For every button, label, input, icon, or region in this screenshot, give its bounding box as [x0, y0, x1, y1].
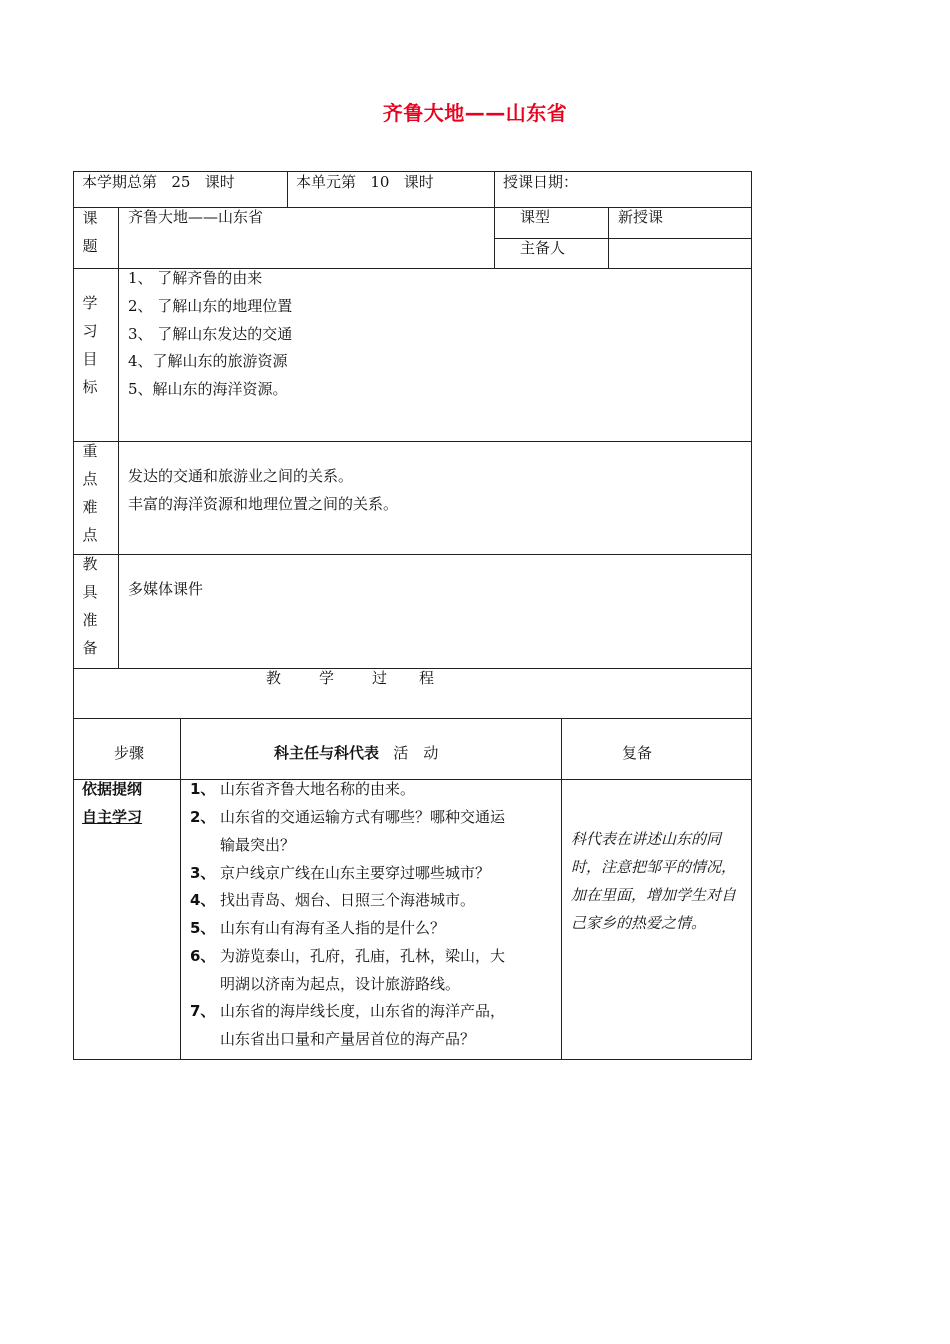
keypoints-label-char: 点 — [82, 526, 98, 544]
key-point: 发达的交通和旅游业之间的关系。 — [128, 467, 354, 485]
total-prefix: 本学期总第 — [82, 173, 158, 191]
key-point: 丰富的海洋资源和地理位置之间的关系。 — [128, 495, 399, 513]
keypoints-label-char: 重 — [82, 442, 98, 460]
question-item: 6、 为游览泰山，孔府，孔庙，孔林，梁山，大 — [190, 947, 506, 965]
question-item-cont: 明湖以济南为起点，设计旅游路线。 — [220, 975, 461, 993]
question-item: 3、 京户线京广线在山东主要穿过哪些城市？ — [190, 864, 491, 882]
process-heading-char: 学 — [319, 669, 335, 687]
question-item-cont: 输最突出？ — [220, 836, 296, 854]
goals-label-char: 标 — [82, 378, 98, 396]
question-item: 5、 山东有山有海有圣人指的是什么？ — [190, 919, 446, 937]
step-name-line1: 依据提纲 — [82, 780, 143, 798]
col-step-header: 步骤 — [114, 744, 145, 762]
question-item: 2、 山东省的交通运输方式有哪些？哪种交通运 — [190, 808, 506, 826]
activity-header-bold: 科主任与科代表 — [274, 744, 380, 762]
goal-item: 4、了解山东的旅游资源 — [128, 352, 288, 370]
tools-label-char: 准 — [82, 611, 98, 629]
col-divider — [608, 207, 609, 269]
review-note: 科代表在讲述山东的同时，注意把邹平的情况，加在里面，增加学生对自己家乡的热爱之情。 — [571, 830, 737, 932]
preparer-label: 主备人 — [520, 239, 566, 257]
col-divider — [494, 171, 495, 269]
question-item: 7、 山东省的海岸线长度，山东省的海洋产品， — [190, 1002, 506, 1020]
activity-header-rest: 活 动 — [393, 744, 439, 762]
date-label: 授课日期： — [503, 173, 579, 191]
question-item-cont: 山东省出口量和产量居首位的海产品？ — [220, 1030, 476, 1048]
process-heading-char: 程 — [419, 669, 435, 687]
col-activity-header — [274, 743, 438, 763]
unit-suffix: 课时 — [403, 173, 434, 191]
row-divider — [73, 554, 752, 555]
total-lessons — [82, 172, 235, 192]
lesson-type-value: 新授课 — [618, 208, 664, 226]
col-review-header: 复备 — [622, 744, 653, 762]
col-divider — [287, 171, 288, 208]
goal-item: 2、 了解山东的地理位置 — [128, 297, 293, 315]
lesson-plan-table — [73, 171, 752, 719]
tools-label-char: 备 — [82, 639, 98, 657]
row-divider — [73, 441, 752, 442]
lesson-label-char: 题 — [82, 237, 98, 255]
process-heading-char: 过 — [372, 669, 388, 687]
tools-text: 多媒体课件 — [128, 580, 204, 598]
tools-label-char: 具 — [82, 583, 98, 601]
keypoints-label-char: 点 — [82, 470, 98, 488]
keypoints-label-char: 难 — [82, 498, 98, 516]
lesson-topic: 齐鲁大地——山东省 — [128, 208, 264, 226]
goals-label-char: 学 — [82, 294, 98, 312]
unit-lessons — [296, 172, 434, 192]
question-item: 1、 山东省齐鲁大地名称的由来。 — [190, 780, 416, 798]
lesson-label-char: 课 — [82, 209, 98, 227]
tools-label-char: 教 — [82, 555, 98, 573]
unit-num: 10 — [370, 173, 390, 191]
process-heading — [266, 668, 434, 688]
step-name-line2: 自主学习 — [82, 808, 143, 826]
col-divider — [118, 207, 119, 669]
goal-item: 5、解山东的海洋资源。 — [128, 380, 288, 398]
col-divider — [180, 718, 181, 1060]
goals-label-char: 习 — [82, 322, 98, 340]
total-suffix: 课时 — [204, 173, 235, 191]
process-heading-char: 教 — [266, 669, 282, 687]
document-title: 齐鲁大地——山东省 — [382, 101, 568, 125]
goal-item: 1、 了解齐鲁的由来 — [128, 269, 263, 287]
goal-item: 3、 了解山东发达的交通 — [128, 325, 293, 343]
goals-label-char: 目 — [82, 350, 98, 368]
total-num: 25 — [171, 173, 191, 191]
lesson-type-label: 课型 — [520, 208, 551, 226]
unit-prefix: 本单元第 — [296, 173, 357, 191]
question-item: 4、 找出青岛、烟台、日照三个海港城市。 — [190, 891, 476, 909]
col-divider — [561, 718, 562, 1060]
